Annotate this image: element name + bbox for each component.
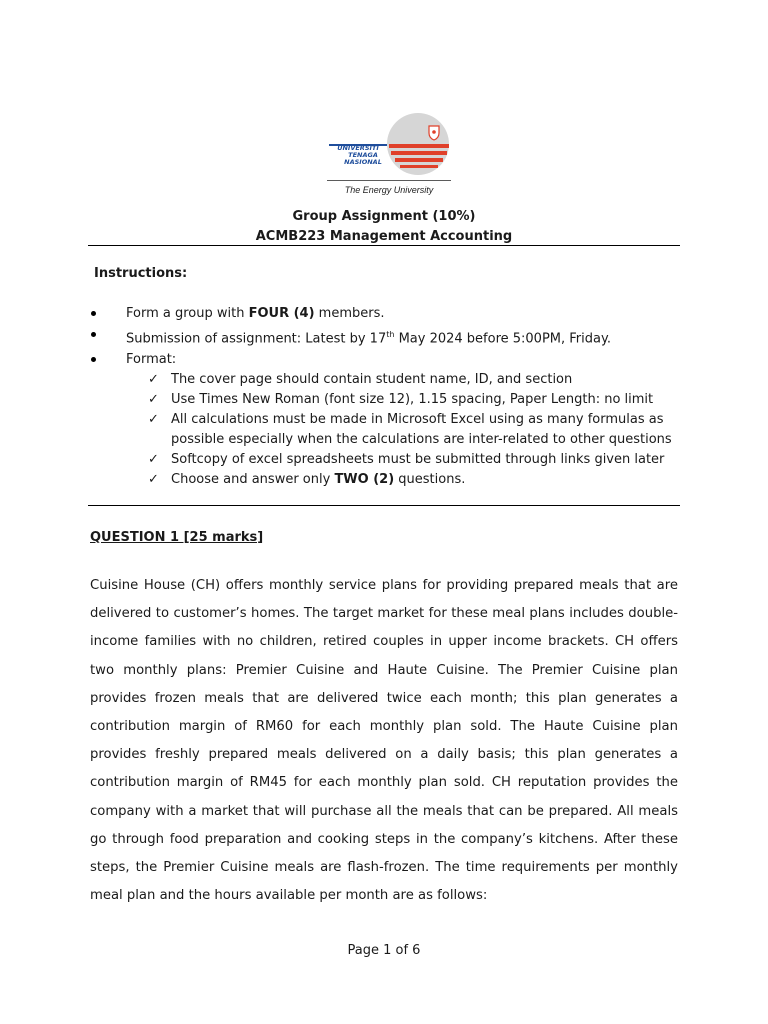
instructions-list [88,303,680,490]
divider [88,245,680,246]
format-label: Format: [126,352,177,368]
title-block [88,207,680,247]
format-item: ✓ Use Times New Roman (font size 12), 1.15 spacing, Paper Length: no limit [148,390,686,410]
checkmark-icon: ✓ [148,412,159,428]
logo-tagline: The Energy University [344,185,434,195]
assignment-title: Group Assignment (10%) [292,209,476,224]
logo-stripe [391,151,447,155]
list-item: Form a group with FOUR (4) members. [88,303,680,324]
logo-line1: UNIVERSITI [337,144,379,152]
page-number: Page 1 of 6 [347,943,421,958]
shield-icon [429,126,439,140]
divider [88,505,680,506]
logo-stripe [389,144,449,148]
checkmark-icon: ✓ [148,452,159,468]
checkmark-icon: ✓ [148,372,159,388]
format-item: ✓ Choose and answer only TWO (2) questions. [148,470,686,490]
logo-stripe [400,165,438,168]
format-item: ✓ The cover page should contain student name, ID, and section [148,370,686,390]
question-1-body: Cuisine House (CH) offers monthly service plans for providing prepared meals that are delivered to customer’s homes. The target market for these meal plans includes double-income families with no children, retired couples in upper income brackets. CH offers two monthly plans: Premier Cuisine and Haute Cuisine. The Premier Cuisine plan provides frozen meals that are delivered twice each month; this plan generates a contribution margin of RM60 for each monthly plan sold. The Haute Cuisine plan provides freshly prepared meals delivered on a daily basis; this plan generates a contribution margin of RM45 for each monthly plan sold. CH reputation provides the company with a market that will purchase all the meals that can be prepared. All meals go through food preparation and cooking steps in the company’s kitchens. After these steps, the Premier Cuisine meals are flash-frozen. The time requirements per monthly meal plan and the hours available per month are as follows: [90,578,678,904]
question-count: TWO (2) [334,472,395,488]
instructions-heading: Instructions: [94,266,188,281]
university-logo [327,108,451,198]
logo-line2: TENAGA [348,151,378,159]
question-1-heading: QUESTION 1 [25 marks] [90,530,264,545]
checkmark-icon: ✓ [148,472,159,488]
logo-line3: NASIONAL [344,158,382,166]
format-item: ✓ Softcopy of excel spreadsheets must be submitted through links given later [148,450,686,470]
checkmark-icon: ✓ [148,392,159,408]
list-item [88,349,680,490]
logo-stripe [395,158,443,162]
format-list [126,370,680,490]
course-title: ACMB223 Management Accounting [255,229,513,244]
logo-divider [327,180,451,181]
format-item: ✓ All calculations must be made in Microsoft Excel using as many formulas as possible especially when the calculations are inter-related to other questions [148,412,672,448]
group-size: FOUR (4) [248,306,315,321]
list-item: Submission of assignment: Latest by 17th May 2024 before 5:00PM, Friday. [88,324,680,349]
